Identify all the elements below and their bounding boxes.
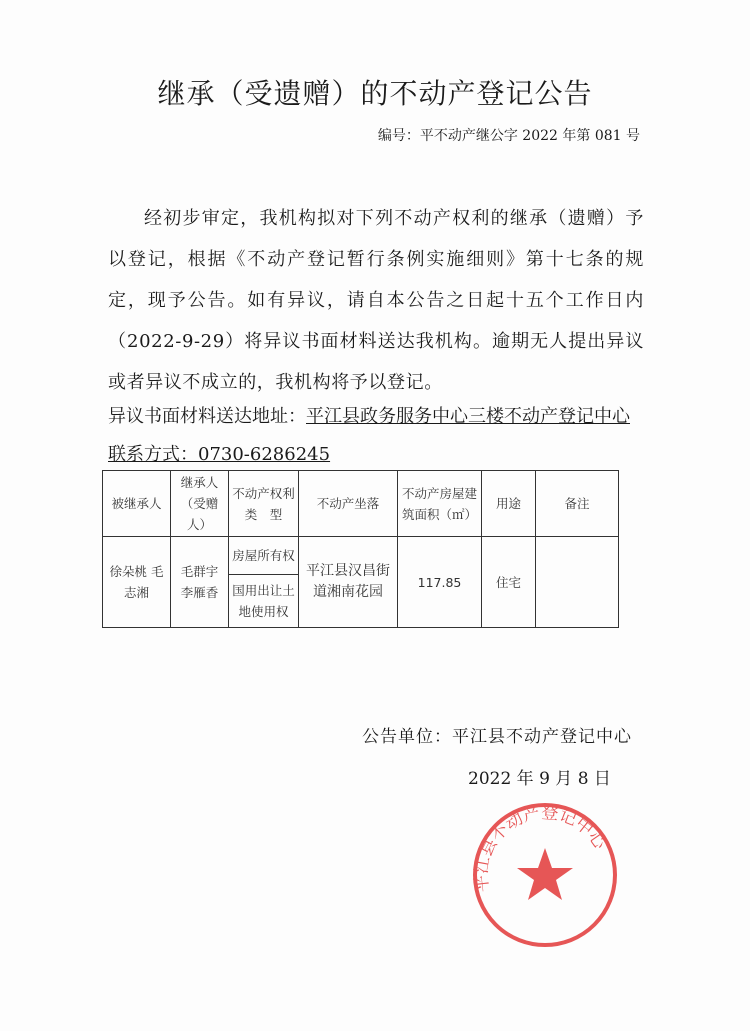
document-number: 编号：平不动产继公字 2022 年第 081 号 [377, 128, 640, 144]
header-cell: 被继承人 [103, 471, 171, 537]
address-label: 异议书面材料送达地址： [108, 406, 306, 427]
contact-value: 0730-6286245 [198, 444, 331, 465]
header-cell: 不动产权利类 型 [229, 471, 299, 537]
registration-table [102, 470, 619, 628]
contact-label: 联系方式： [108, 444, 198, 465]
usage-cell: 住宅 [482, 537, 536, 628]
remark-cell [536, 537, 619, 628]
header-cell: 备注 [536, 471, 619, 537]
right-type-cell: 房屋所有权 [229, 537, 299, 575]
address-line [108, 402, 630, 428]
header-cell: 用途 [482, 471, 536, 537]
svg-text:平江县不动产登记中心: 平江县不动产登记中心 [471, 803, 610, 894]
issue-date: 2022 年 9 月 8 日 [468, 769, 611, 789]
header-cell: 不动产房屋建筑面积（㎡） [398, 471, 482, 537]
table-header-row [103, 471, 619, 537]
contact-line [108, 440, 330, 466]
table-row [103, 537, 619, 575]
decedent-cell: 徐朵桃 毛志湘 [103, 537, 171, 628]
header-cell: 继承人（受赠人） [171, 471, 229, 537]
page-title: 继承（受遗赠）的不动产登记公告 [157, 77, 593, 110]
header-cell: 不动产坐落 [299, 471, 398, 537]
issuer: 公告单位：平江县不动产登记中心 [362, 727, 632, 747]
heirs-cell: 毛群宇 李雁香 [171, 537, 229, 628]
body-paragraph: 经初步审定，我机构拟对下列不动产权利的继承（遗赠）予以登记，根据《不动产登记暂行条例实施细则》第十七条的规定，现予公告。如有异议，请自本公告之日起十五个工作日内（2022-9-29）将异议书面材料送达我机构。逾期无人提出异议或者异议不成立的，我机构将予以登记。 [108, 208, 644, 393]
area-cell: 117.85 [398, 537, 482, 628]
right-type-cell: 国用出让土地使用权 [229, 575, 299, 628]
official-seal-icon [470, 800, 620, 950]
address-value: 平江县政务服务中心三楼不动产登记中心 [306, 406, 630, 427]
location-cell: 平江县汉昌街道湘南花园 [299, 537, 398, 628]
